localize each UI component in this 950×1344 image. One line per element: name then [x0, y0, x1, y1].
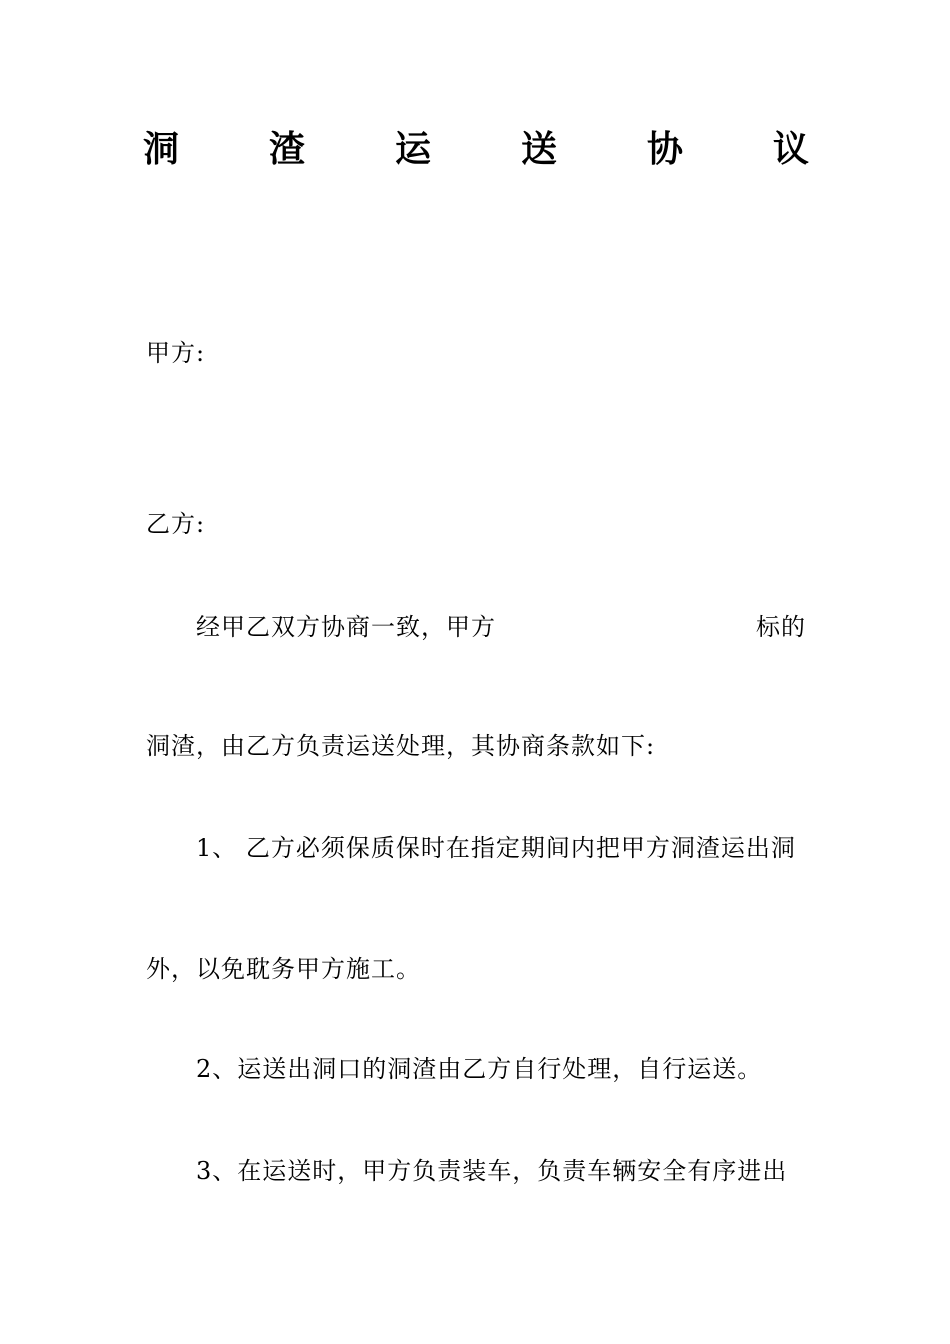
intro-paragraph-line-1 — [196, 611, 806, 643]
intro-left-text: 经甲乙双方协商一致，甲方 — [196, 613, 496, 641]
clause-1-line-2: 外，以免耽务甲方施工。 — [146, 955, 421, 983]
title-char: 送 — [520, 129, 557, 170]
party-a-label: 甲方: — [146, 339, 206, 367]
clause-2: 2、运送出洞口的洞渣由乙方自行处理，自行运送。 — [196, 1055, 763, 1083]
intro-right-text: 标的 — [756, 613, 806, 641]
title-char: 渣 — [268, 129, 305, 170]
document-title — [143, 122, 809, 178]
title-char: 运 — [394, 129, 431, 170]
title-char: 议 — [772, 129, 809, 170]
party-b-label: 乙方: — [146, 510, 206, 538]
clause-3-line-1: 3、在运送时，甲方负责装车，负责车辆安全有序进出 — [196, 1157, 788, 1185]
intro-paragraph-line-2: 洞渣，由乙方负责运送处理，其协商条款如下: — [146, 732, 656, 760]
clause-1-line-1: 1、 乙方必须保质保时在指定期间内把甲方洞渣运出洞 — [196, 834, 796, 862]
title-char: 协 — [646, 129, 683, 170]
title-char: 洞 — [143, 129, 180, 170]
